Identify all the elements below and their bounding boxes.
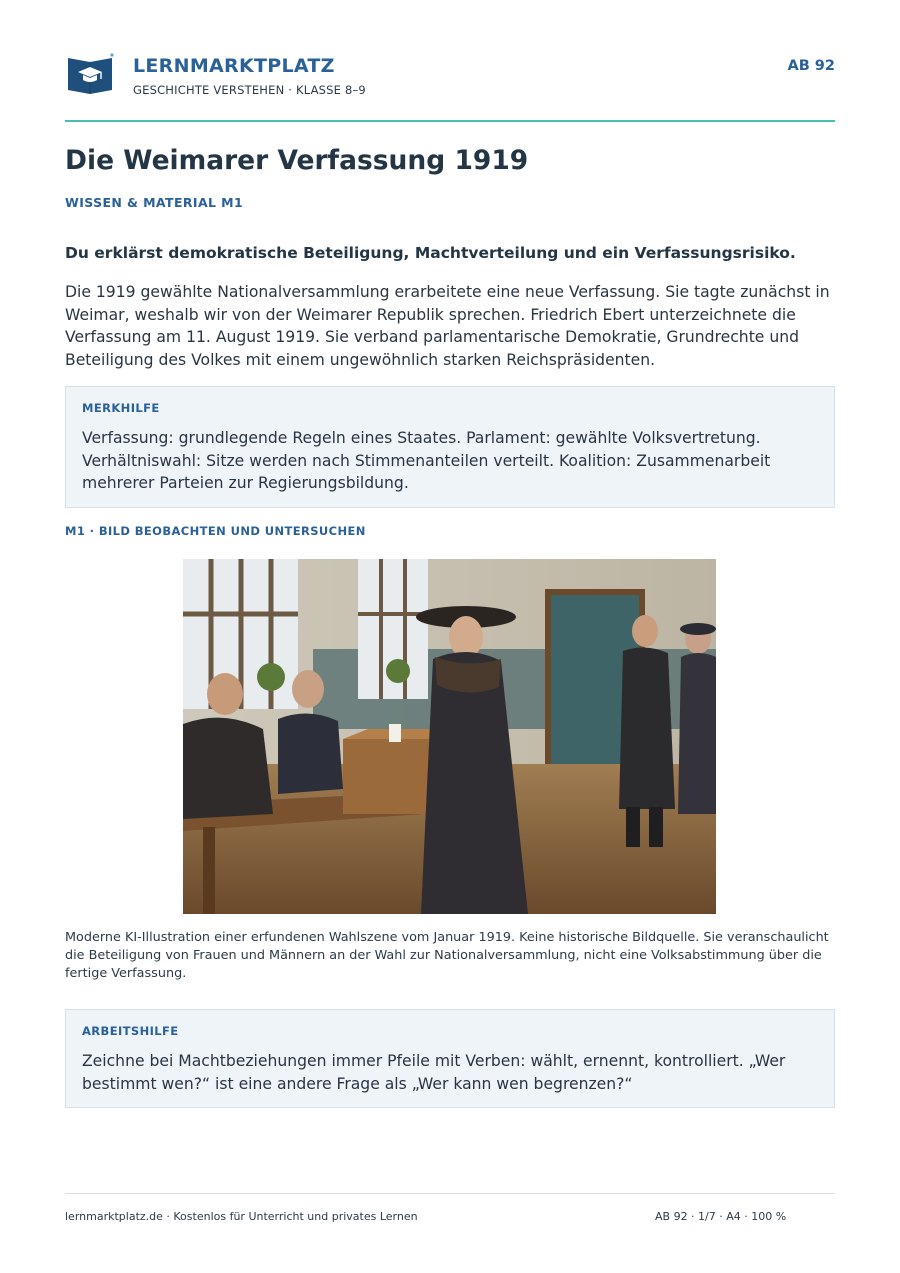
brand-subtitle: GESCHICHTE VERSTEHEN · KLASSE 8–9: [133, 83, 366, 97]
brand-name: LERNMARKTPLATZ: [133, 55, 335, 77]
merkhilfe-label: MERKHILFE: [82, 401, 160, 415]
arbeitshilfe-box: [65, 1009, 835, 1108]
figure-caption: Moderne KI-Illustration einer erfundenen Wahlszene vom Januar 1919. Keine historische Bildquelle. Sie veranschaulicht die Beteiligung von Frauen und Männern an der Wahl zur Nationalversammlung, nicht eine Volksabstimmung über die fertige Verfassung.: [65, 930, 829, 982]
header-divider: [65, 120, 835, 122]
sheet-number: AB 92: [787, 58, 835, 74]
learning-goal: Du erklärst demokratische Beteiligung, Machtverteilung und ein Verfassungsrisiko.: [65, 244, 796, 262]
section-kicker: WISSEN & MATERIAL M1: [65, 195, 244, 210]
merkhilfe-text: Verfassung: grundlegende Regeln eines Staates. Parlament: gewählte Volksvertretung. Verhältniswahl: Sitze werden nach Stimmenanteilen verteilt. Koalition: Zusammenarbeit mehrerer Parteien zur Regierungsbildung.: [82, 429, 771, 493]
footer-divider: [65, 1193, 835, 1194]
arbeitshilfe-label: ARBEITSHILFE: [82, 1024, 179, 1038]
graduation-cap-book-icon: [65, 52, 115, 96]
merkhilfe-box: [65, 386, 835, 508]
header: [65, 48, 835, 108]
footer-source: lernmarktplatz.de · Kostenlos für Unterricht und privates Lernen: [65, 1210, 418, 1223]
intro-paragraph: Die 1919 gewählte Nationalversammlung erarbeitete eine neue Verfassung. Sie tagte zunächst in Weimar, weshalb wir von der Weimarer Republik sprechen. Friedrich Ebert unterzeichnete die Verfassung am 11. August 1919. Sie verband parlamentarische Demokratie, Grundrechte und Beteiligung des Volkes mit einem ungewöhnlich starken Reichspräsidenten.: [65, 283, 830, 370]
election-scene-illustration: [183, 559, 716, 914]
arbeitshilfe-text: Zeichne bei Machtbeziehungen immer Pfeile mit Verben: wählt, ernennt, kontrolliert. „Wer bestimmt wen?“ ist eine andere Frage als „Wer kann wen begrenzen?“: [82, 1052, 786, 1093]
footer-page-info: AB 92 · 1/7 · A4 · 100 %: [655, 1210, 787, 1223]
m1-label: M1 · BILD BEOBACHTEN UND UNTERSUCHEN: [65, 524, 366, 538]
page-title: Die Weimarer Verfassung 1919: [65, 145, 529, 176]
